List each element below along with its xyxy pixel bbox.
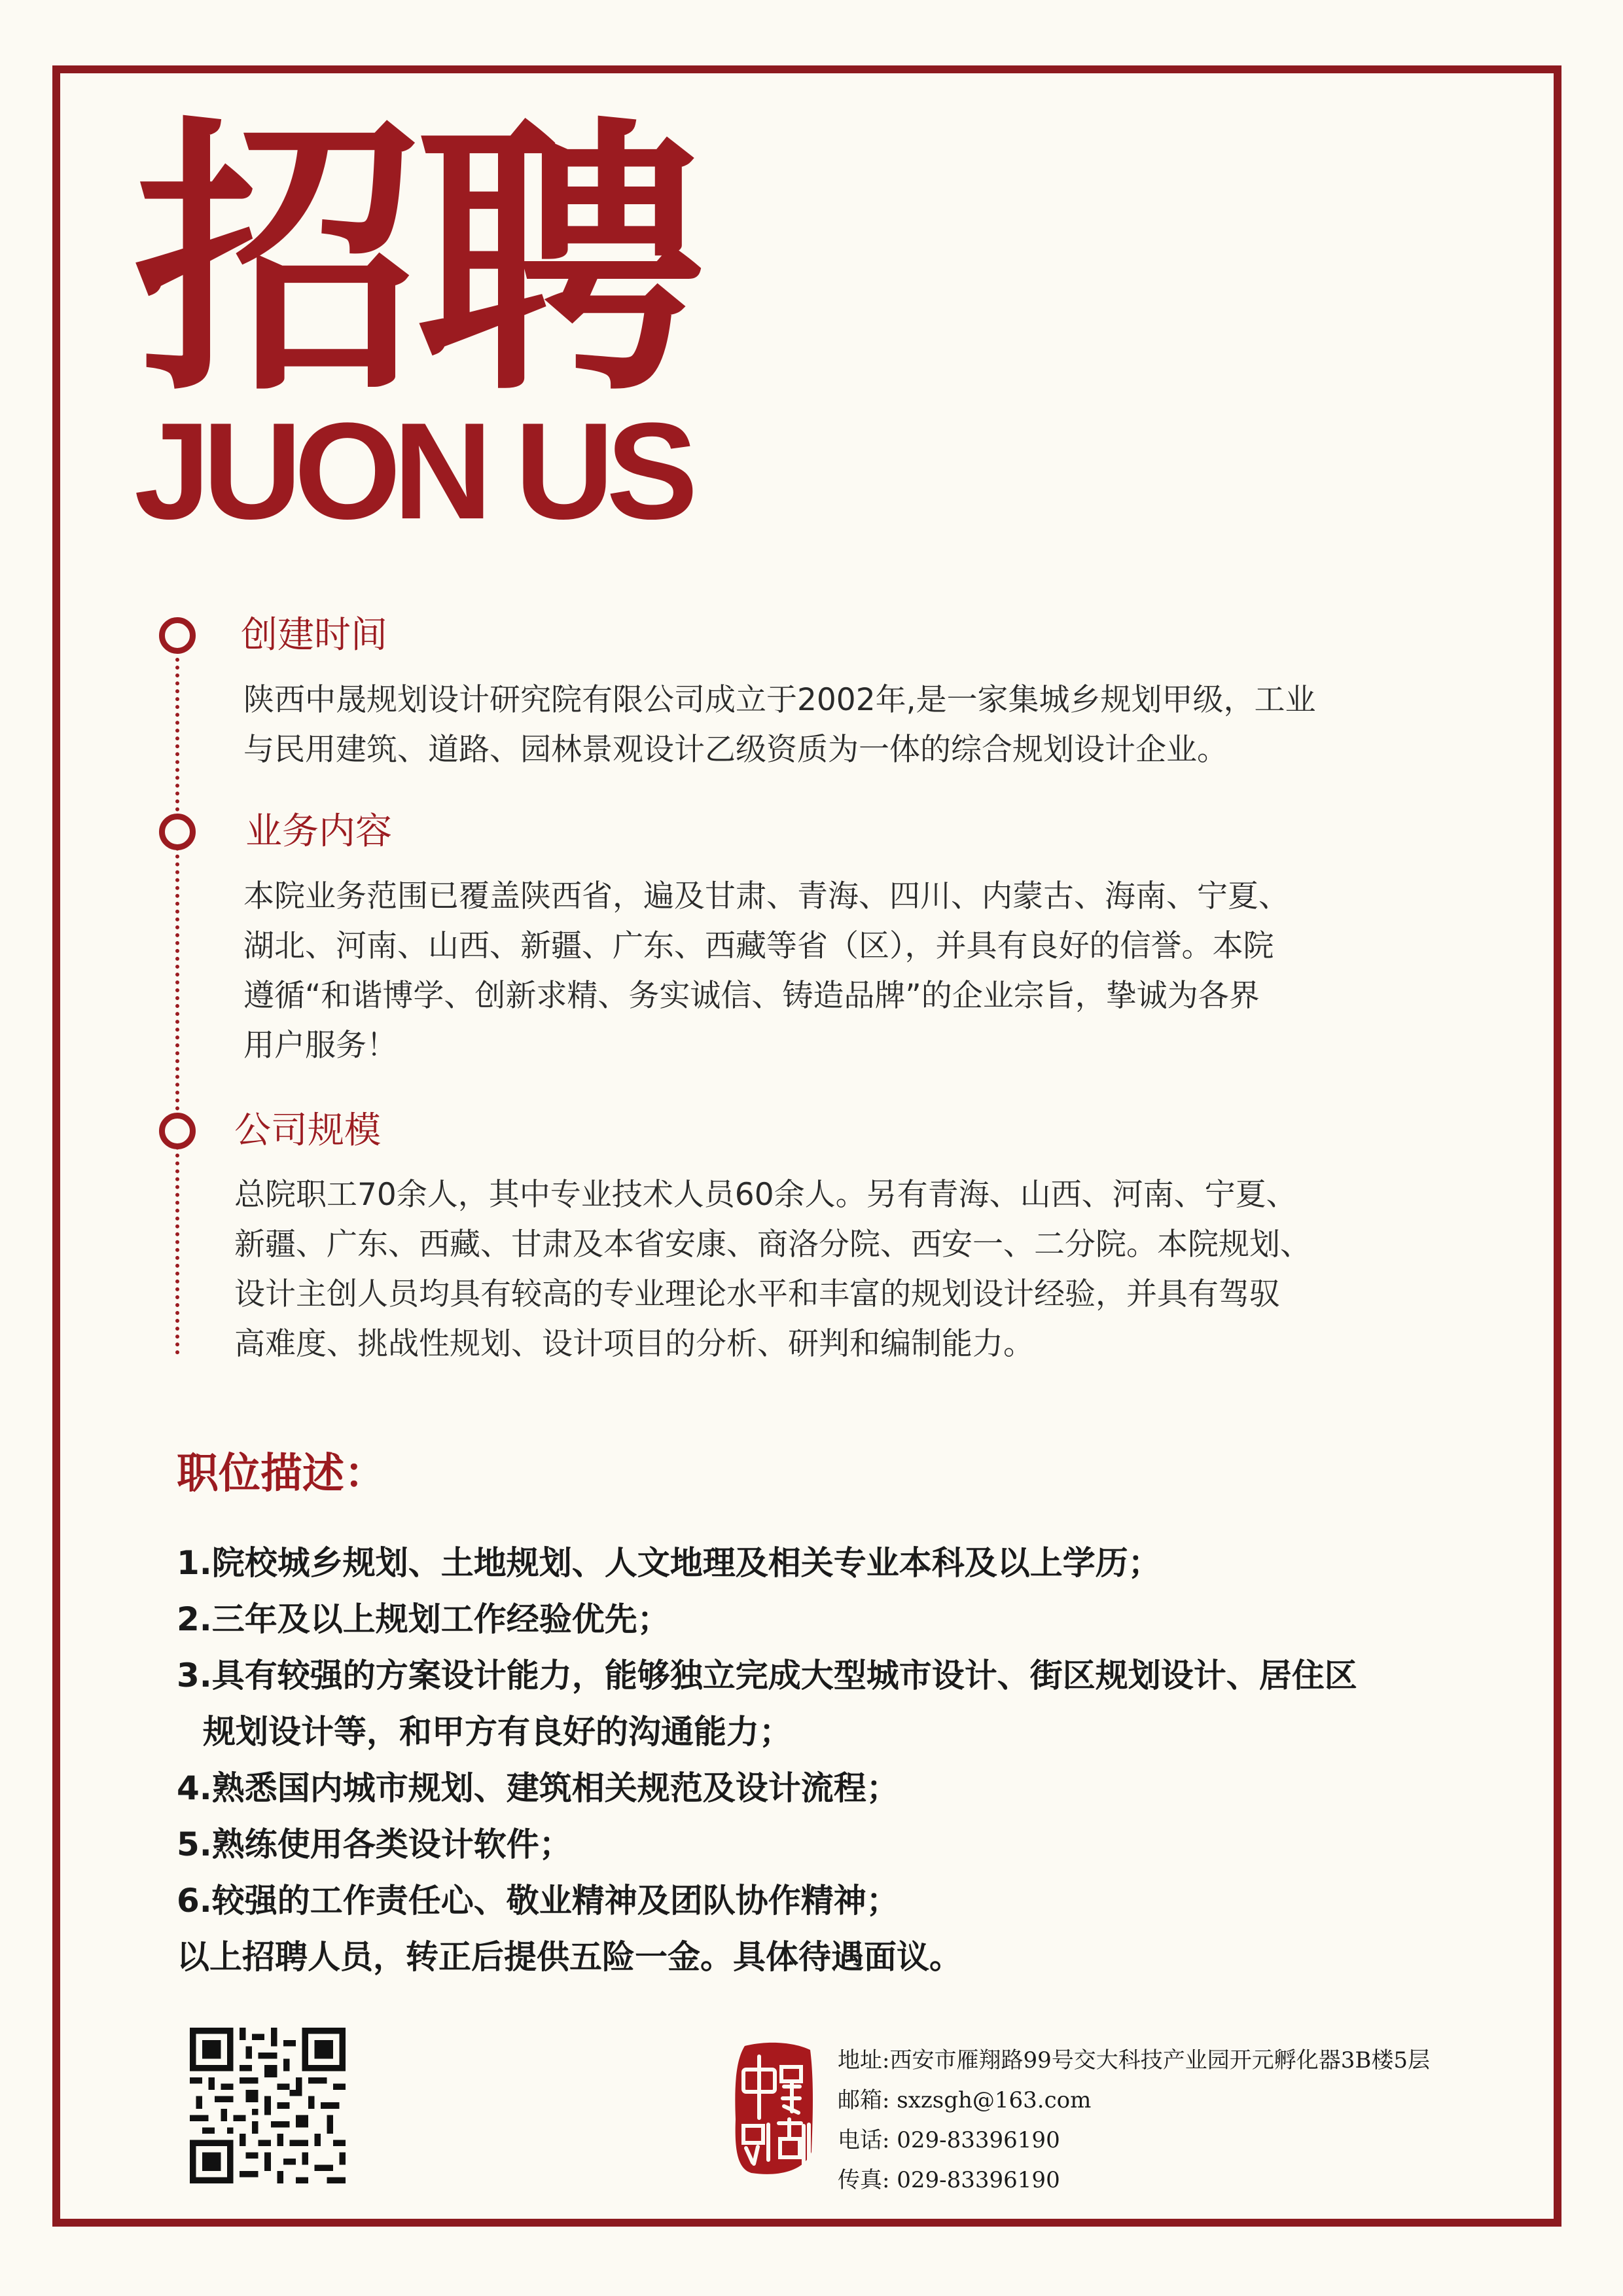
text-line: 新疆、广东、西藏、甘肃及本省安康、商洛分院、西安一、二分院。本院规划、 — [234, 1227, 1311, 1263]
timeline-dotted-line — [175, 658, 179, 1355]
contact-info — [838, 2041, 1430, 2200]
list-item: 5.熟练使用各类设计软件； — [177, 1825, 572, 1863]
list-item: 4.熟悉国内城市规划、建筑相关规范及设计流程； — [177, 1769, 899, 1807]
list-item: 3.具有较强的方案设计能力，能够独立完成大型城市设计、街区规划设计、居住区 — [177, 1657, 1357, 1695]
text-line: 与民用建筑、道路、园林景观设计乙级资质为一体的综合规划设计企业。 — [243, 732, 1228, 768]
page-title: 招聘 — [134, 94, 697, 429]
timeline-circle-icon — [159, 814, 196, 850]
text-line: 设计主创人员均具有较高的专业理论水平和丰富的规划设计经验，并具有驾驭 — [234, 1276, 1280, 1312]
page-subtitle: JUON US — [134, 394, 690, 548]
contact-email[interactable]: 邮箱: sxzsgh@163.com — [838, 2087, 1092, 2113]
section-title-business: 业务内容 — [245, 810, 392, 853]
list-item: 以上招聘人员，转正后提供五险一金。具体待遇面议。 — [177, 1938, 962, 1976]
text-line: 遵循“和谐博学、创新求精、务实诚信、铸造品牌”的企业宗旨，挚诚为各界 — [243, 978, 1260, 1014]
company-seal-logo — [732, 2041, 815, 2178]
job-description-title: 职位描述： — [177, 1450, 386, 1498]
section-body-business — [243, 872, 1289, 1071]
job-requirements-list — [177, 1535, 1357, 1985]
list-item: 6.较强的工作责任心、敬业精神及团队协作精神； — [177, 1882, 899, 1920]
list-item: 2.三年及以上规划工作经验优先； — [177, 1600, 670, 1638]
qr-code-icon — [190, 2028, 346, 2183]
section-title-founding: 创建时间 — [241, 614, 387, 656]
text-line: 用户服务！ — [243, 1028, 397, 1064]
text-line: 总院职工70余人，其中专业技术人员60余人。另有青海、山西、河南、宁夏、 — [234, 1177, 1297, 1213]
contact-fax: 传真: 029-83396190 — [838, 2167, 1060, 2193]
contact-phone: 电话: 029-83396190 — [838, 2127, 1060, 2153]
text-line: 陕西中晟规划设计研究院有限公司成立于2002年,是一家集城乡规划甲级，工业 — [243, 682, 1316, 718]
list-item: 1.院校城乡规划、土地规划、人文地理及相关专业本科及以上学历； — [177, 1544, 1161, 1582]
text-line: 高难度、挑战性规划、设计项目的分析、研判和编制能力。 — [234, 1326, 1034, 1362]
text-line: 湖北、河南、山西、新疆、广东、西藏等省（区），并具有良好的信誉。本院 — [243, 928, 1274, 964]
timeline-circle-icon — [159, 617, 196, 654]
section-title-scale: 公司规模 — [234, 1109, 381, 1152]
list-item: 规划设计等，和甲方有良好的沟通能力； — [203, 1713, 792, 1751]
timeline-circle-icon — [159, 1113, 196, 1149]
text-line: 本院业务范围已覆盖陕西省，遍及甘肃、青海、四川、内蒙古、海南、宁夏、 — [243, 878, 1289, 914]
contact-address: 地址:西安市雁翔路99号交大科技产业园开元孵化器3B楼5层 — [838, 2047, 1430, 2073]
section-body-scale — [234, 1170, 1311, 1369]
section-body-founding — [243, 675, 1316, 775]
